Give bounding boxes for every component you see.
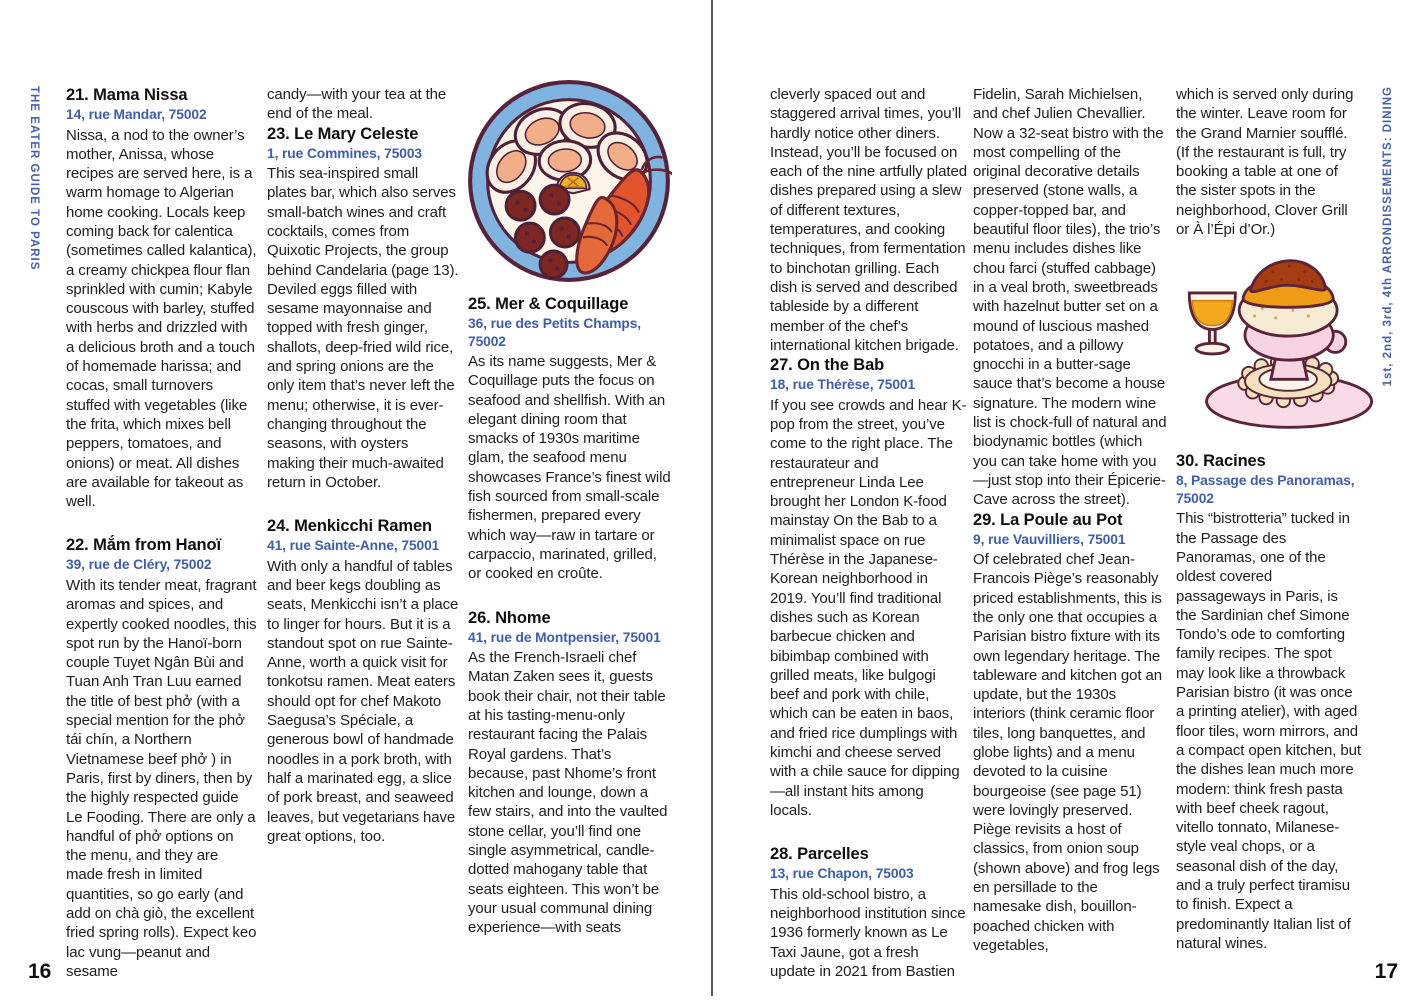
entry-title: 27. On the Bab bbox=[770, 356, 885, 375]
continuation-text: which is served only during the winter. Leave room for the Grand Marnier soufflé. (If the restaurant is full, try booking a table at one of the sister spots in the neighborhood, Clover Grill or À l’Épi d’Or.) bbox=[1176, 86, 1354, 239]
restaurant-entry-30 bbox=[1176, 451, 1362, 953]
column-5 bbox=[973, 85, 1170, 979]
page-gutter-divider bbox=[711, 0, 713, 996]
entry-address: 41, rue Sainte-Anne, 75001 bbox=[267, 538, 440, 554]
entry-address: 8, Passage des Panoramas, 75002 bbox=[1176, 473, 1355, 506]
entry-address: 1, rue Commines, 75003 bbox=[267, 145, 423, 161]
column-3 bbox=[468, 85, 673, 962]
rum-glass bbox=[1189, 293, 1235, 354]
restaurant-entry-29 bbox=[973, 510, 1170, 956]
restaurant-entry-21 bbox=[66, 85, 257, 511]
continuation-text: candy—with your tea at the end of the meal. bbox=[267, 86, 447, 123]
entry-title: 24. Menkicchi Ramen bbox=[267, 517, 433, 536]
entry-address: 14, rue Mandar, 75002 bbox=[66, 107, 207, 122]
entry-title: 26. Nhome bbox=[468, 608, 551, 627]
entry-body: Of celebrated chef Jean-Francois Piège’s reasonably priced establishments, this is the only one that occupies a Parisian bistro fixture with its own legendary heritage. The tableware and kitchen got an update, but the 1930s interiors (think ceramic floor tiles, long banquettes, and globe lights) and a menu devoted to la cuisine bourgeoise (see page 51) were lovingly preserved. Piège revisits a host of classics, from onion soup (shown above) and frog legs en persillade to the namesake dish, bouillon-poached chicken with vegetables, bbox=[973, 551, 1162, 954]
entry-body: This old-school bistro, a neighborhood institution since 1936 formerly known as Le Taxi Jaune, got a fresh update in 2021 from Bastien bbox=[770, 885, 966, 980]
baba-cake bbox=[1239, 261, 1337, 336]
page-number-right: 17 bbox=[1374, 960, 1398, 983]
entry-address: 36, rue des Petits Champs, 75002 bbox=[468, 316, 641, 349]
entry-address: 9, rue Vauvilliers, 75001 bbox=[973, 531, 1126, 547]
entry-title: 23. Le Mary Celeste bbox=[267, 124, 419, 143]
restaurant-entry-26 bbox=[468, 608, 673, 938]
column-1 bbox=[66, 85, 257, 1005]
entry-address: 39, rue de Cléry, 75002 bbox=[66, 557, 212, 573]
restaurant-entry-23 bbox=[267, 124, 460, 493]
restaurant-entry-27 bbox=[770, 355, 967, 820]
rum-baba-dessert-illustration bbox=[1162, 243, 1374, 435]
entry-body: As its name suggests, Mer & Coquillage puts the focus on seafood and shellfish. With an elegant dining room that smacks of 1930s maritime glam, the seafood menu showcases France’s finest wild fish sourced from small-scale fishermen, prepared every which way—raw in tartare or carpaccio, marinated, grilled, or cooked en croûte. bbox=[468, 353, 671, 583]
restaurant-entry-22 bbox=[66, 535, 257, 981]
entry-body: With its tender meat, fragrant aromas and spices, and expertly cooked noodles, this spot run by the Hanoï-born couple Tuyet Ngân Bùi and Tuan Anh Tran Luu earned the title of best phở (with a special mention for the phở tái chín, a Northern Vietnamese beef phở ) in Paris, first by diners, then by the highly respected guide Le Fooding. There are only a handful of phở options on the menu, and they are made fresh in limited quantities, so go early (and add on chà giò, the excellent fried spring rolls). Expect keo lac vung—peanut and sesame bbox=[66, 576, 257, 980]
column-4 bbox=[770, 85, 967, 1005]
book-title-sidebar: THE EATER GUIDE TO PARIS bbox=[28, 86, 40, 271]
restaurant-entry-28 bbox=[770, 844, 967, 981]
restaurant-entry-24 bbox=[267, 516, 460, 846]
continuation-text: cleverly spaced out and staggered arrival times, you’ll hardly notice other diners. Instead, you’ll be focused on each of the nine artfully plated dishes prepared using a slew of different textures, temperatures, and cooking techniques, from fermentation to binchotan grilling. Each dish is served and described tableside by a different member of the chef’s international kitchen brigade. bbox=[770, 86, 967, 354]
entry-body: This sea-inspired small plates bar, which also serves small-batch wines and craft cocktails, comes from Quixotic Projects, the group behind Candelaria (page 13). Deviled eggs filled with sesame mayonnaise and topped with fresh ginger, shallots, deep-fried wild rice, and spring onions are the only item that’s never left the menu; otherwise, it is ever-changing throughout the seasons, with oysters making their much-awaited return in October. bbox=[267, 165, 459, 491]
restaurant-entry-25 bbox=[468, 294, 673, 584]
continuation-text: Fidelin, Sarah Michielsen, and chef Julien Chevallier. Now a 32-seat bistro with the most compelling of the original decorative details preserved (stone walls, a copper-topped bar, and beautiful floor tiles), the trio’s menu includes dishes like chou farci (stuffed cabbage) in a veal broth, sweetbreads with hazelnut butter set on a mound of luscious mashed potatoes, and a pillowy gnocchi in a butter-sage sauce that’s become a house signature. The modern wine list is chock-full of natural and biodynamic bottles (which you can take home with you—just stop into their Épicerie-Cave across the street). bbox=[973, 86, 1167, 509]
entry-title: 25. Mer & Coquillage bbox=[468, 295, 629, 313]
page-number-left: 16 bbox=[28, 960, 52, 983]
entry-body: This “bistrotteria” tucked in the Passage des Panoramas, one of the oldest covered passageways in Paris, is the Sardinian chef Simone Tondo’s ode to comforting family recipes. The spot may look like a throwback Parisian bistro (it was once a printing atelier), with aged floor tiles, worn mirrors, and a compact open kitchen, but the dishes lean much more modern: think fresh pasta with beef cheek ragout, vitello tonnato, Milanese-style veal chops, or a seasonal dish of the day, and a truly perfect tiramisu to finish. Expect a predominantly Italian list of natural wines. bbox=[1176, 510, 1361, 952]
entry-body: Nissa, a nod to the owner’s mother, Anissa, whose recipes are served here, is a warm homage to Algerian home cooking. Locals keep coming back for calentica (sometimes called kalantica), a creamy chickpea flour flan sprinkled with cumin; Kabyle couscous with barley, stuffed with herbs and drizzled with a delicious broth and a touch of homemade harissa; and cocas, small turnovers stuffed with vegetables (like the frita, which mixes bell peppers, tomatoes, and onions) or meat. All dishes are available for takeout as well. bbox=[66, 126, 257, 511]
entry-address: 41, rue de Montpensier, 75001 bbox=[468, 629, 661, 645]
entry-body: As the French-Israeli chef Matan Zaken sees it, guests book their chair, not their table at his tasting-menu-only restaurant facing the Palais Royal gardens. That’s because, past Nhome’s front kitchen and lounge, down a few stairs, and into the vaulted stone cellar, you’ll find one single asymmetrical, candle-dotted mahogany table that seats eighteen. This won’t be your usual communal dining experience—with seats bbox=[468, 649, 668, 937]
entry-title: 29. La Poule au Pot bbox=[973, 510, 1123, 529]
entry-title: 22. Mắm from Hanoï bbox=[66, 536, 221, 555]
column-2 bbox=[267, 85, 460, 870]
entry-address: 13, rue Chapon, 75003 bbox=[770, 866, 914, 882]
entry-body: If you see crowds and hear K-pop from the street, you’ve come to the right place. The restaurateur and entrepreneur Linda Lee brought her London K-food mainstay On the Bab to a minimalist space on rue Thérèse in the Japanese-Korean neighborhood in 2019. You’ll find traditional dishes such as Korean barbecue chicken and bibimbap combined with grilled meats, like bulgogi beef and pork with chile, which can be eaten in baos, and fried rice dumplings with kimchi and cheese served with a chile sauce for dipping—all instant hits among locals. bbox=[770, 396, 967, 819]
chapter-sidebar: 1st, 2nd, 3rd, 4th ARRONDISSEMENTS: DINING bbox=[1382, 86, 1394, 387]
entry-body: With only a handful of tables and beer kegs doubling as seats, Menkicchi isn’t a place to linger for hours. But it is a standout spot on rue Sainte-Anne, worth a quick visit for tonkotsu ramen. Meat eaters should opt for chef Makoto Saegusa’s Spéciale, a generous bowl of handmade noodles in a pork broth, with half a marinated egg, a slice of pork breast, and seaweed leaves, but vegetarians have great options, too. bbox=[267, 557, 459, 845]
entry-title: 21. Mama Nissa bbox=[66, 86, 188, 104]
entry-address: 18, rue Thérèse, 75001 bbox=[770, 377, 916, 393]
seafood-platter-illustration bbox=[466, 78, 672, 284]
column-6 bbox=[1176, 85, 1362, 977]
entry-title: 30. Racines bbox=[1176, 452, 1266, 471]
entry-title: 28. Parcelles bbox=[770, 845, 869, 864]
